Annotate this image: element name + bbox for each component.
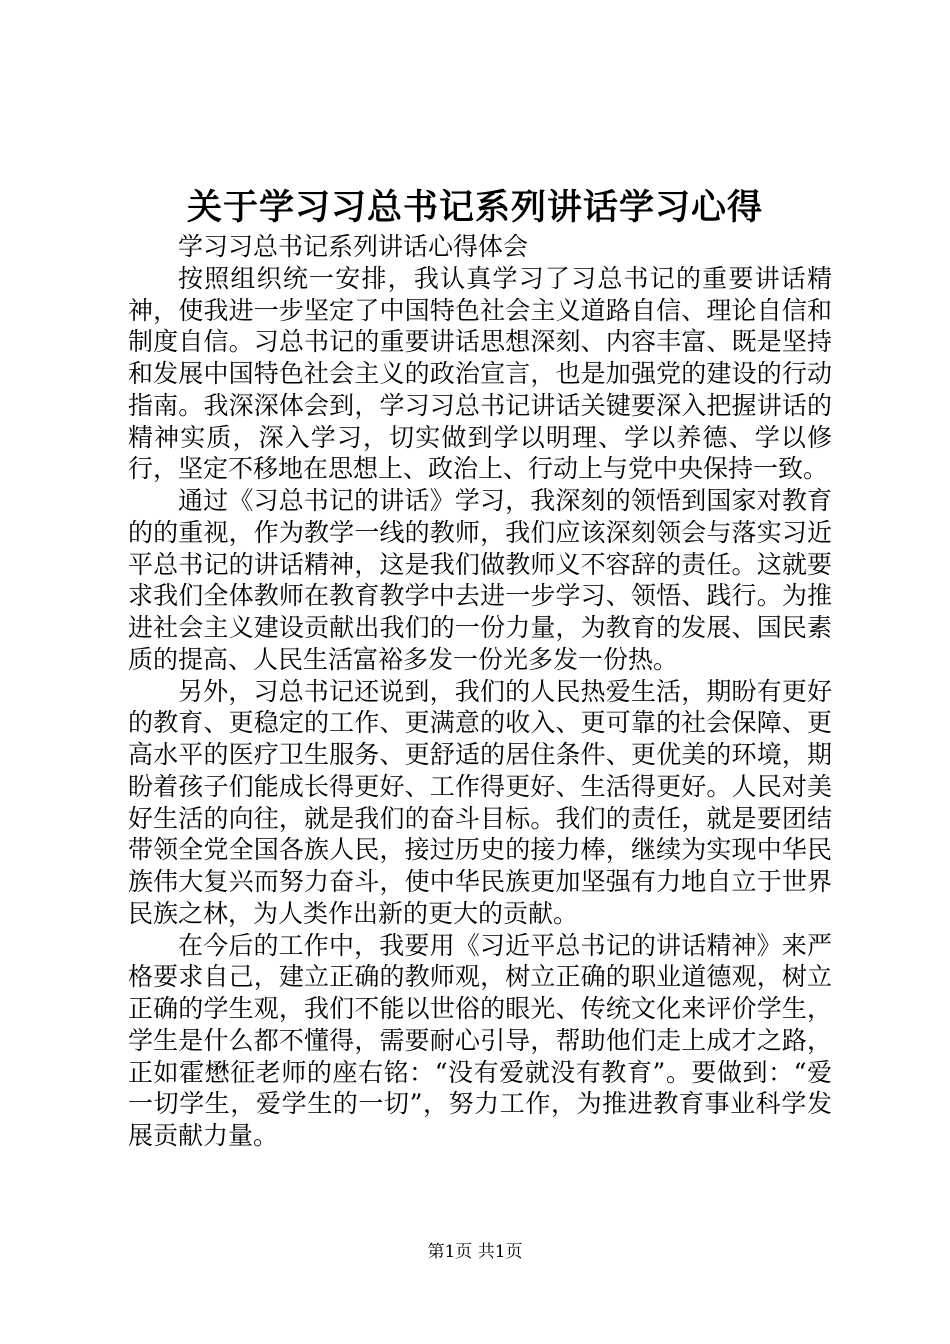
paragraph-3: 另外，习总书记还说到，我们的人民热爱生活，期盼有更好的教育、更稳定的工作、更满意的收入、更可靠的社会保障、更高水平的医疗卫生服务、更舒适的居住条件、更优美的环境，期盼着孩子们能成长得更好、工作得更好、生活得更好。人民对美好生活的向往，就是我们的奋斗目标。我们的责任，就是要团结带领全党全国各族人民，接过历史的接力棒，继续为实现中华民族伟大复兴而努力奋斗，使中华民族更加坚强有力地自立于世界民族之林，为人类作出新的更大的贡献。 <box>128 676 832 928</box>
paragraph-4: 在今后的工作中，我要用《习近平总书记的讲话精神》来严格要求自己，建立正确的教师观，树立正确的职业道德观，树立正确的学生观，我们不能以世俗的眼光、传统文化来评价学生，学生是什么都不懂得，需要耐心引导，帮助他们走上成才之路，正如霍懋征老师的座右铭：“没有爱就没有教育”。要做到：“爱一切学生，爱学生的一切”，努力工作，为推进教育事业科学发展贡献力量。 <box>128 930 832 1150</box>
document-body <box>128 231 832 1152</box>
document-subtitle: 学习习总书记系列讲话心得体会 <box>178 232 529 261</box>
page-footer: 第1页 共1页 <box>427 1242 523 1262</box>
paragraph-1: 按照组织统一安排，我认真学习了习总书记的重要讲话精神，使我进一步坚定了中国特色社会主义道路自信、理论自信和制度自信。习总书记的重要讲话思想深刻、内容丰富、既是坚持和发展中国特色社会主义的政治宣言，也是加强党的建设的行动指南。我深深体会到，学习习总书记讲话关键要深入把握讲话的精神实质，深入学习，切实做到学以明理、学以养德、学以修行，坚定不移地在思想上、政治上、行动上与党中央保持一致。 <box>128 263 832 484</box>
document-title: 关于学习习总书记系列讲话学习心得 <box>186 187 763 228</box>
paragraph-2: 通过《习总书记的讲话》学习，我深刻的领悟到国家对教育的的重视，作为教学一线的教师，我们应该深刻领会与落实习近平总书记的讲话精神，这是我们做教师义不容辞的责任。这就要求我们全体教师在教育教学中去进一步学习、领悟、践行。为推进社会主义建设贡献出我们的一份力量，为教育的发展、国民素质的提高、人民生活富裕多发一份光多发一份热。 <box>128 486 832 674</box>
